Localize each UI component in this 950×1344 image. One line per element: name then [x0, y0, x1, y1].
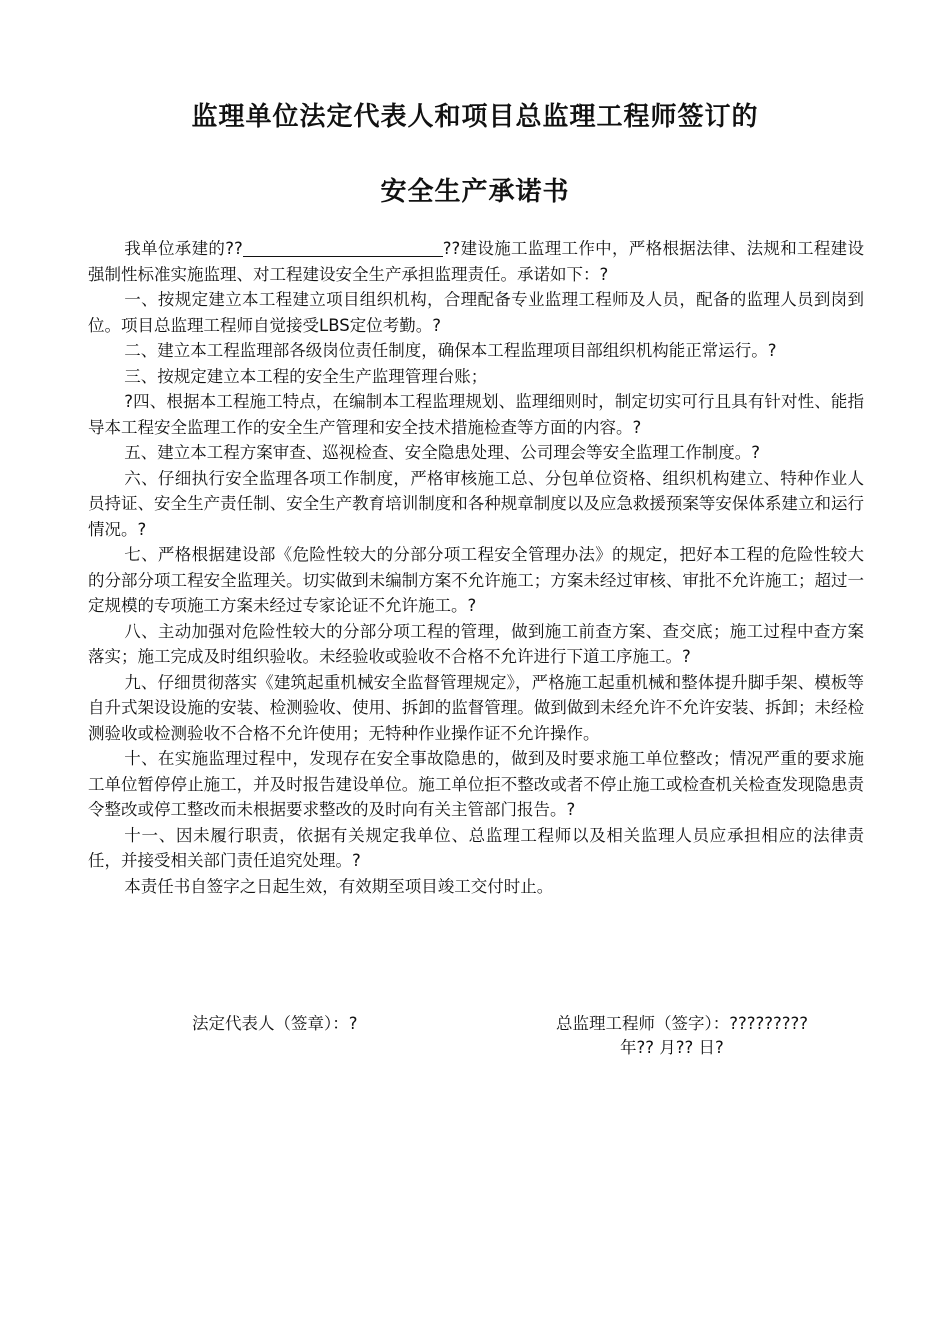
- item-paragraph: 八、主动加强对危险性较大的分部分项工程的管理，做到施工前查方案、查交底；施工过程中查方案落实；施工完成及时组织验收。未经验收或验收不合格不允许进行下道工序施工。?: [88, 621, 864, 666]
- chief-engineer-signature: 总监理工程师（签字）：?????????: [556, 1014, 809, 1033]
- closing-paragraph: 本责任书自签字之日起生效，有效期至项目竣工交付时止。: [124, 876, 554, 896]
- item-paragraph: 九、仔细贯彻落实《建筑起重机械安全监督管理规定》，严格施工起重机械和整体提升脚手架、模板等自升式架设设施的安装、检测验收、使用、拆卸的监督管理。做到做到未经允许不允许安装、拆卸；未经检测验收或检测验收不合格不允许使用；无特种作业操作证不允许操作。: [88, 672, 864, 743]
- item-paragraph: 十一、因未履行职责，依据有关规定我单位、总监理工程师以及相关监理人员应承担相应的法律责任，并接受相关部门责任追究处理。?: [88, 825, 864, 870]
- item-paragraph: 三、按规定建立本工程的安全生产监理管理台账；: [124, 366, 488, 386]
- intro-suffix: ??建设施工监理工作中，严格根据法律、法规和工程建设强制性标准实施监理、对工程建设安全生产承担监理责任。承诺如下：?: [88, 239, 865, 284]
- item-paragraph: 一、按规定建立本工程建立项目组织机构，合理配备专业监理工程师及人员，配备的监理人员到岗到位。项目总监理工程师自觉接受LBS定位考勤。?: [88, 290, 864, 335]
- signature-row: [0, 1010, 950, 1036]
- project-name-blank: [243, 238, 443, 257]
- signature-date: 年?? 月?? 日?: [620, 1038, 724, 1057]
- document-title-line1: 监理单位法定代表人和项目总监理工程师签订的: [191, 102, 759, 132]
- item-paragraph: 七、严格根据建设部《危险性较大的分部分项工程安全管理办法》的规定，把好本工程的危险性较大的分部分项工程安全监理关。切实做到未编制方案不允许施工；方案未经过审核、审批不允许施工；超过一定规模的专项施工方案未经过专家论证不允许施工。?: [88, 545, 864, 615]
- document-body: [88, 236, 864, 899]
- item-paragraph: ?四、根据本工程施工特点，在编制本工程监理规划、监理细则时，制定切实可行且具有针对性、能指导本工程安全监理工作的安全生产管理和安全技术措施检查等方面的内容。?: [88, 392, 864, 437]
- intro-prefix: 我单位承建的??: [124, 239, 243, 258]
- item-paragraph: 五、建立本工程方案审查、巡视检查、安全隐患处理、公司理会等安全监理工作制度。?: [124, 443, 761, 462]
- item-paragraph: 六、仔细执行安全监理各项工作制度，严格审核施工总、分包单位资格、组织机构建立、特种作业人员持证、安全生产责任制、安全生产教育培训制度和各种规章制度以及应急救援预案等安保体系建立和运行情况。?: [88, 468, 864, 539]
- item-paragraph: 十、在实施监理过程中，发现存在安全事故隐患的，做到及时要求施工单位整改；情况严重的要求施工单位暂停停止施工，并及时报告建设单位。施工单位拒不整改或者不停止施工或检查机关检查发现隐患责令整改或停工整改而未根据要求整改的及时向有关主管部门报告。?: [88, 749, 864, 819]
- intro-paragraph: [88, 236, 864, 287]
- legal-representative-signature: 法定代表人（签章）：?: [192, 1014, 358, 1033]
- item-paragraph: 二、建立本工程监理部各级岗位责任制度，确保本工程监理项目部组织机构能正常运行。?: [124, 341, 777, 360]
- document-title-line2: 安全生产承诺书: [380, 177, 570, 207]
